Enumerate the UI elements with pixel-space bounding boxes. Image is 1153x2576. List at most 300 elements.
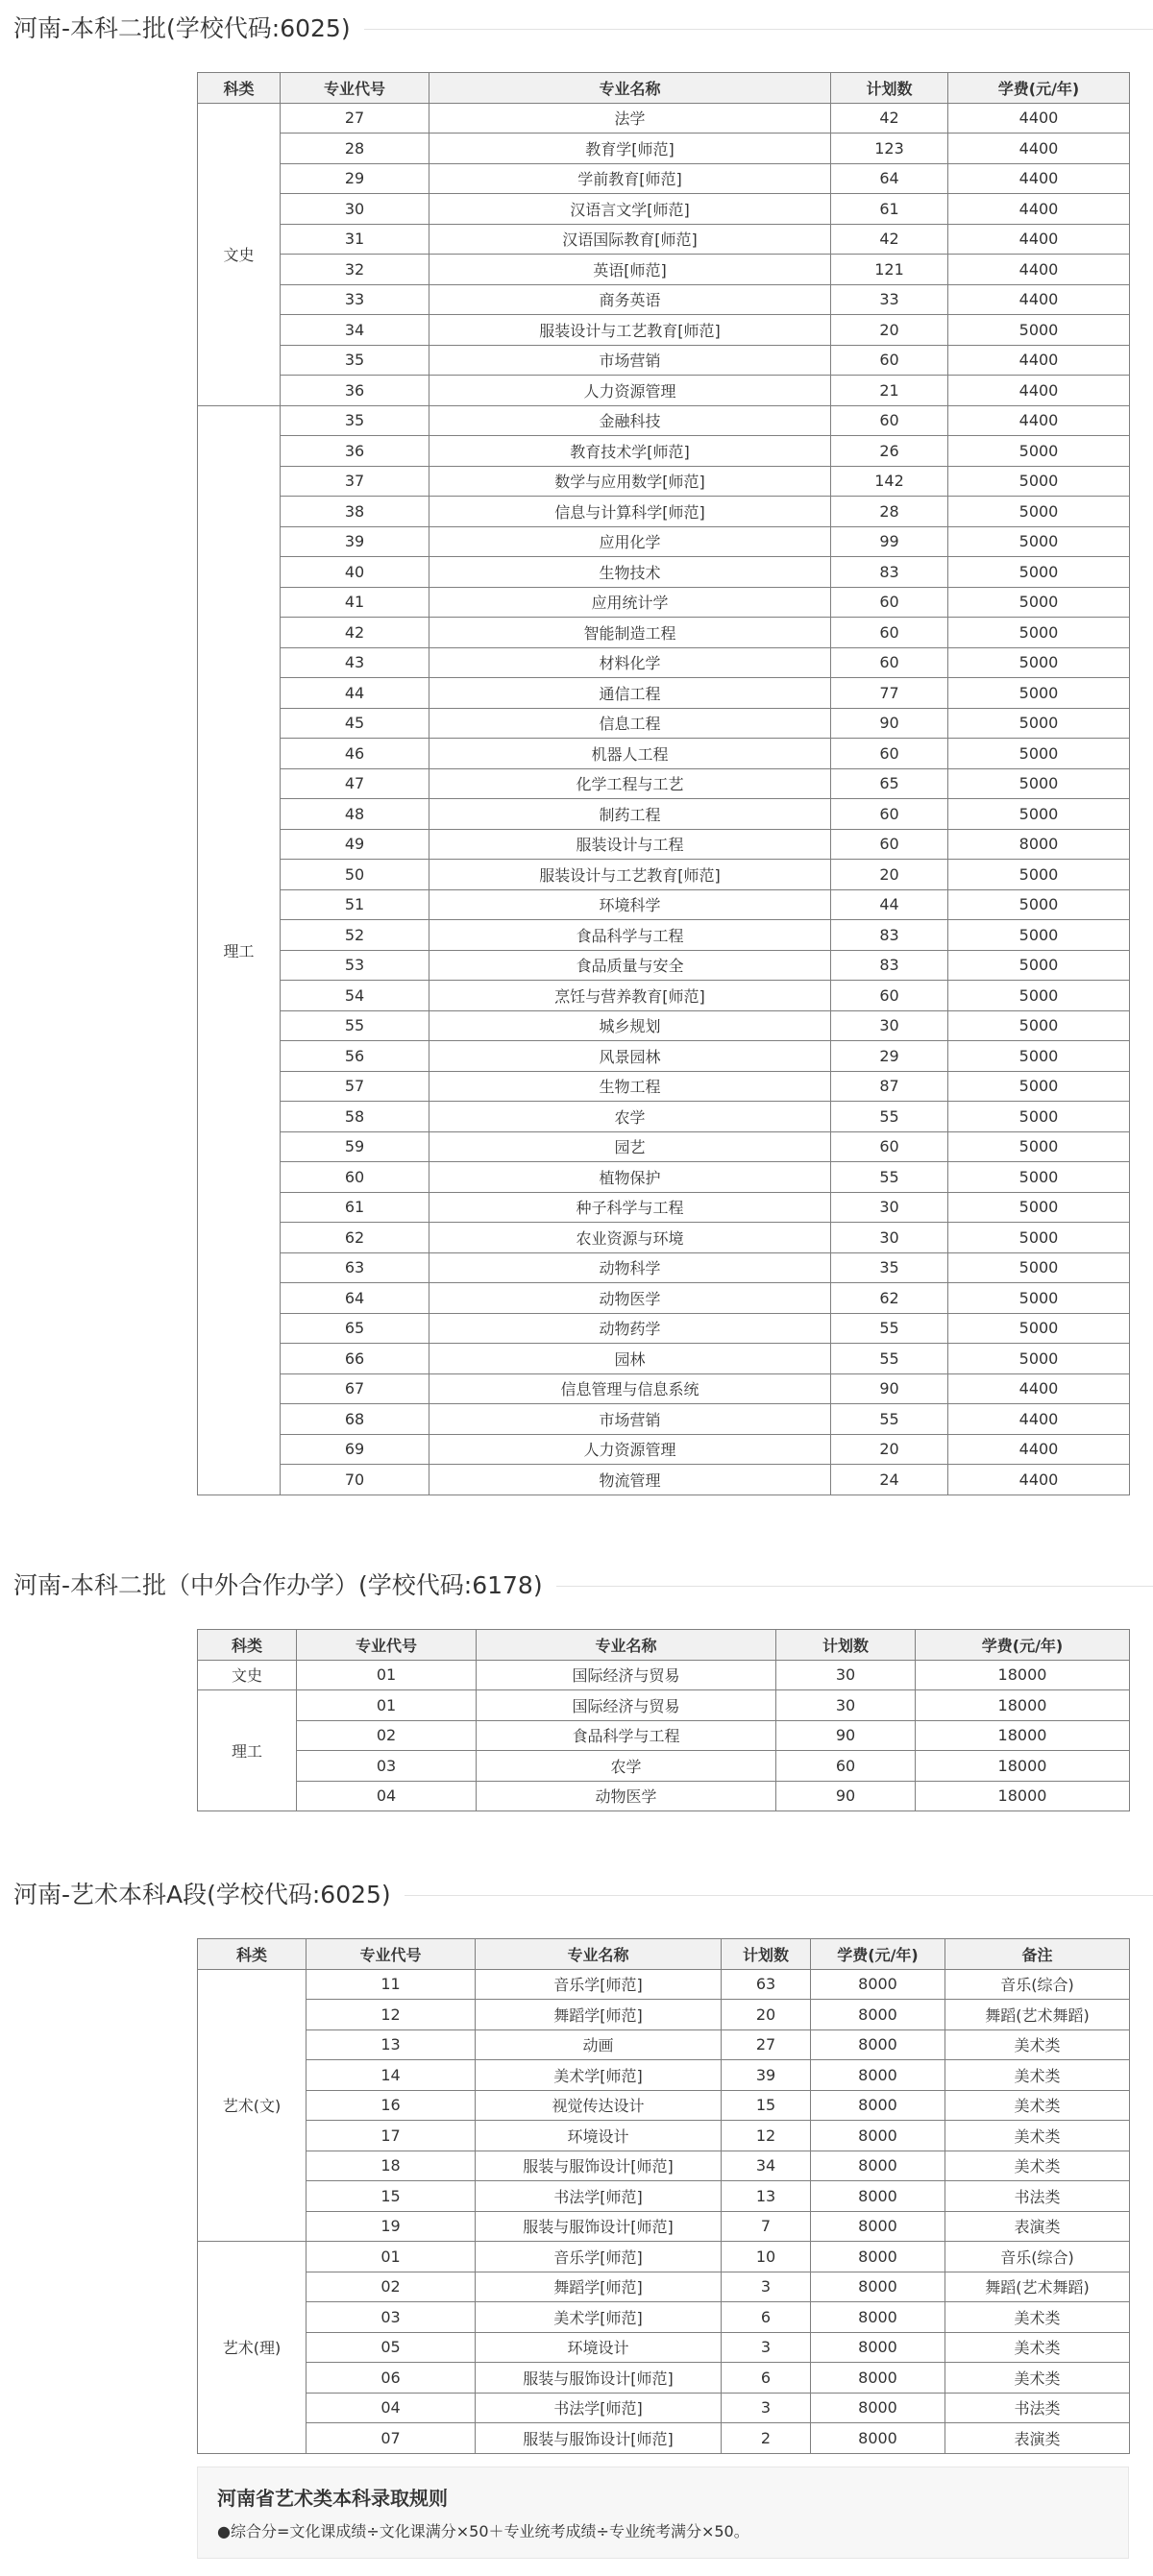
table-cell: 35 xyxy=(281,405,429,436)
table-row xyxy=(198,557,1130,588)
table-cell: 5000 xyxy=(948,557,1130,588)
table-cell: 44 xyxy=(831,889,948,920)
table-cell: 4400 xyxy=(948,345,1130,376)
plan-table xyxy=(197,72,1130,1495)
table-row xyxy=(198,2423,1130,2454)
table-cell: 30 xyxy=(831,1010,948,1041)
table-cell: 食品科学与工程 xyxy=(477,1720,776,1751)
table-cell: 36 xyxy=(281,436,429,467)
table-cell: 42 xyxy=(831,224,948,255)
table-cell: 55 xyxy=(831,1162,948,1193)
table-row xyxy=(198,1283,1130,1314)
table-cell: 音乐学[师范] xyxy=(476,1969,722,2000)
column-header: 专业代号 xyxy=(307,1939,476,1970)
table-cell: 13 xyxy=(307,2029,476,2060)
table-row xyxy=(198,194,1130,225)
table-cell: 美术类 xyxy=(945,2332,1130,2363)
table-cell: 03 xyxy=(307,2302,476,2333)
table-cell: 美术学[师范] xyxy=(476,2302,722,2333)
table-cell: 10 xyxy=(722,2242,811,2272)
table-row xyxy=(198,134,1130,164)
table-cell: 动物医学 xyxy=(477,1781,776,1811)
column-header: 专业代号 xyxy=(297,1630,477,1661)
table-cell: 55 xyxy=(831,1344,948,1374)
table-cell: 5000 xyxy=(948,1071,1130,1102)
table-row xyxy=(198,678,1130,709)
table-cell: 60 xyxy=(831,345,948,376)
table-cell: 美术学[师范] xyxy=(476,2060,722,2091)
section-title: 河南-本科二批（中外合作办学）(学校代码:6178) xyxy=(13,1571,556,1600)
table-cell: 83 xyxy=(831,920,948,951)
table-cell: 55 xyxy=(831,1313,948,1344)
table-cell: 8000 xyxy=(811,2363,945,2394)
table-row xyxy=(198,2363,1130,2394)
table-cell: 83 xyxy=(831,950,948,981)
table-row xyxy=(198,1404,1130,1435)
table-cell: 4400 xyxy=(948,405,1130,436)
table-cell: 55 xyxy=(281,1010,429,1041)
table-cell: 5000 xyxy=(948,618,1130,648)
table-cell: 02 xyxy=(307,2272,476,2302)
table-cell: 环境设计 xyxy=(476,2121,722,2151)
table-cell: 5000 xyxy=(948,1344,1130,1374)
table-cell: 70 xyxy=(281,1465,429,1495)
table-cell: 06 xyxy=(307,2363,476,2394)
table-cell: 国际经济与贸易 xyxy=(477,1690,776,1721)
table-row xyxy=(198,1720,1130,1751)
table-cell: 信息工程 xyxy=(429,708,831,739)
table-cell: 农学 xyxy=(429,1102,831,1132)
table-cell: 6 xyxy=(722,2302,811,2333)
table-cell: 43 xyxy=(281,647,429,678)
table-cell: 表演类 xyxy=(945,2423,1130,2454)
table-cell: 123 xyxy=(831,134,948,164)
table-cell: 服装与服饰设计[师范] xyxy=(476,2363,722,2394)
table-cell: 01 xyxy=(297,1690,477,1721)
table-cell: 57 xyxy=(281,1071,429,1102)
table-cell: 20 xyxy=(831,860,948,890)
table-cell: 学前教育[师范] xyxy=(429,163,831,194)
table-cell: 商务英语 xyxy=(429,284,831,315)
table-cell: 77 xyxy=(831,678,948,709)
table-cell: 142 xyxy=(831,466,948,497)
table-row xyxy=(198,1690,1130,1721)
table-cell: 4400 xyxy=(948,284,1130,315)
table-cell: 5000 xyxy=(948,981,1130,1011)
table-row xyxy=(198,981,1130,1011)
table-cell: 33 xyxy=(281,284,429,315)
table-row xyxy=(198,2181,1130,2212)
table-row xyxy=(198,2029,1130,2060)
table-cell: 47 xyxy=(281,768,429,799)
table-cell: 60 xyxy=(831,829,948,860)
table-cell: 60 xyxy=(831,739,948,769)
table-cell: 87 xyxy=(831,1071,948,1102)
table-cell: 书法类 xyxy=(945,2181,1130,2212)
table-row xyxy=(198,2272,1130,2302)
table-cell: 5000 xyxy=(948,1131,1130,1162)
table-row xyxy=(198,224,1130,255)
table-cell: 38 xyxy=(281,497,429,527)
table-cell: 机器人工程 xyxy=(429,739,831,769)
column-header: 学费(元/年) xyxy=(916,1630,1130,1661)
table-row xyxy=(198,376,1130,406)
table-row xyxy=(198,1344,1130,1374)
column-header: 计划数 xyxy=(776,1630,916,1661)
table-cell: 65 xyxy=(831,768,948,799)
table-cell: 13 xyxy=(722,2181,811,2212)
table-row xyxy=(198,405,1130,436)
table-cell: 书法学[师范] xyxy=(476,2181,722,2212)
table-cell: 5000 xyxy=(948,768,1130,799)
table-cell: 99 xyxy=(831,526,948,557)
table-cell: 53 xyxy=(281,950,429,981)
table-cell: 5000 xyxy=(948,1041,1130,1072)
table-cell: 5000 xyxy=(948,1313,1130,1344)
column-header: 专业代号 xyxy=(281,73,429,104)
table-cell: 通信工程 xyxy=(429,678,831,709)
table-row xyxy=(198,950,1130,981)
table-cell: 汉语国际教育[师范] xyxy=(429,224,831,255)
table-row xyxy=(198,860,1130,890)
table-row xyxy=(198,255,1130,285)
table-cell: 服装设计与工艺教育[师范] xyxy=(429,315,831,346)
table-cell: 18000 xyxy=(916,1660,1130,1690)
table-row xyxy=(198,799,1130,830)
table-cell: 03 xyxy=(297,1751,477,1782)
table-cell: 生物技术 xyxy=(429,557,831,588)
table-cell: 8000 xyxy=(811,2029,945,2060)
table-cell: 60 xyxy=(831,647,948,678)
table-cell: 18000 xyxy=(916,1720,1130,1751)
table-cell: 动物药学 xyxy=(429,1313,831,1344)
table-cell: 40 xyxy=(281,557,429,588)
table-cell: 8000 xyxy=(811,2302,945,2333)
table-cell: 服装设计与工艺教育[师范] xyxy=(429,860,831,890)
table-cell: 动画 xyxy=(476,2029,722,2060)
table-cell: 5000 xyxy=(948,647,1130,678)
table-cell: 121 xyxy=(831,255,948,285)
table-cell: 烹饪与营养教育[师范] xyxy=(429,981,831,1011)
column-header: 科类 xyxy=(198,1630,297,1661)
table-cell: 美术类 xyxy=(945,2029,1130,2060)
table-cell: 60 xyxy=(831,618,948,648)
table-cell: 60 xyxy=(831,405,948,436)
table-cell: 汉语言文学[师范] xyxy=(429,194,831,225)
table-cell: 美术类 xyxy=(945,2090,1130,2121)
table-cell: 20 xyxy=(722,2000,811,2030)
table-cell: 56 xyxy=(281,1041,429,1072)
table-cell: 12 xyxy=(722,2121,811,2151)
table-cell: 69 xyxy=(281,1434,429,1465)
table-cell: 舞蹈(艺术舞蹈) xyxy=(945,2272,1130,2302)
table-cell: 5000 xyxy=(948,799,1130,830)
table-cell: 4400 xyxy=(948,1404,1130,1435)
table-row xyxy=(198,436,1130,467)
table-cell: 动物医学 xyxy=(429,1283,831,1314)
table-row xyxy=(198,1313,1130,1344)
table-cell: 90 xyxy=(831,708,948,739)
table-cell: 15 xyxy=(307,2181,476,2212)
table-cell: 制药工程 xyxy=(429,799,831,830)
table-cell: 90 xyxy=(831,1373,948,1404)
table-cell: 07 xyxy=(307,2423,476,2454)
table-row xyxy=(198,829,1130,860)
table-cell: 数学与应用数学[师范] xyxy=(429,466,831,497)
table-cell: 46 xyxy=(281,739,429,769)
table-cell: 4400 xyxy=(948,134,1130,164)
table-cell: 食品科学与工程 xyxy=(429,920,831,951)
table-cell: 音乐(综合) xyxy=(945,1969,1130,2000)
table-row xyxy=(198,315,1130,346)
column-header: 科类 xyxy=(198,1939,307,1970)
table-header-row xyxy=(198,73,1130,104)
table-cell: 4400 xyxy=(948,224,1130,255)
table-cell: 8000 xyxy=(811,2211,945,2242)
table-cell: 8000 xyxy=(811,2000,945,2030)
table-row xyxy=(198,920,1130,951)
table-cell: 27 xyxy=(281,103,429,134)
table-cell: 44 xyxy=(281,678,429,709)
table-cell: 61 xyxy=(281,1192,429,1223)
table-cell: 42 xyxy=(281,618,429,648)
table-cell: 8000 xyxy=(811,2181,945,2212)
table-cell: 园艺 xyxy=(429,1131,831,1162)
column-header: 备注 xyxy=(945,1939,1130,1970)
table-cell: 化学工程与工艺 xyxy=(429,768,831,799)
table-row xyxy=(198,2121,1130,2151)
section-title: 河南-本科二批(学校代码:6025) xyxy=(13,14,364,43)
table-row xyxy=(198,345,1130,376)
table-cell: 20 xyxy=(831,315,948,346)
table-cell: 视觉传达设计 xyxy=(476,2090,722,2121)
table-cell: 4400 xyxy=(948,163,1130,194)
table-row xyxy=(198,1373,1130,1404)
table-row xyxy=(198,1969,1130,2000)
table-cell: 8000 xyxy=(811,2090,945,2121)
table-cell: 8000 xyxy=(811,2423,945,2454)
table-row xyxy=(198,2332,1130,2363)
table-row xyxy=(198,1071,1130,1102)
table-cell: 舞蹈学[师范] xyxy=(476,2272,722,2302)
table-cell: 3 xyxy=(722,2393,811,2423)
table-cell: 4400 xyxy=(948,1434,1130,1465)
table-cell: 28 xyxy=(281,134,429,164)
table-cell: 52 xyxy=(281,920,429,951)
column-header: 专业名称 xyxy=(477,1630,776,1661)
table-cell: 音乐(综合) xyxy=(945,2242,1130,2272)
table-header-row xyxy=(198,1630,1130,1661)
table-cell: 2 xyxy=(722,2423,811,2454)
table-cell: 书法类 xyxy=(945,2393,1130,2423)
category-cell: 艺术(理) xyxy=(198,2242,307,2454)
table-cell: 5000 xyxy=(948,1252,1130,1283)
table-cell: 5000 xyxy=(948,1192,1130,1223)
table-row xyxy=(198,1223,1130,1253)
table-cell: 英语[师范] xyxy=(429,255,831,285)
table-cell: 人力资源管理 xyxy=(429,376,831,406)
table-row xyxy=(198,284,1130,315)
table-cell: 60 xyxy=(831,981,948,1011)
table-cell: 39 xyxy=(281,526,429,557)
table-cell: 7 xyxy=(722,2211,811,2242)
table-cell: 24 xyxy=(831,1465,948,1495)
table-cell: 美术类 xyxy=(945,2121,1130,2151)
table-cell: 30 xyxy=(776,1690,916,1721)
table-row xyxy=(198,618,1130,648)
category-cell: 理工 xyxy=(198,405,281,1495)
table-cell: 8000 xyxy=(811,2242,945,2272)
table-cell: 8000 xyxy=(948,829,1130,860)
table-row xyxy=(198,466,1130,497)
table-cell: 36 xyxy=(281,376,429,406)
table-cell: 35 xyxy=(831,1252,948,1283)
rules-text: ●综合分=文化课成绩÷文化课满分×50＋专业统考成绩÷专业统考满分×50。 xyxy=(217,2522,749,2540)
table-row xyxy=(198,1252,1130,1283)
table-cell: 智能制造工程 xyxy=(429,618,831,648)
table-cell: 20 xyxy=(831,1434,948,1465)
table-cell: 教育技术学[师范] xyxy=(429,436,831,467)
category-cell: 艺术(文) xyxy=(198,1969,307,2242)
table-row xyxy=(198,889,1130,920)
table-cell: 服装与服饰设计[师范] xyxy=(476,2211,722,2242)
column-header: 专业名称 xyxy=(476,1939,722,1970)
table-cell: 83 xyxy=(831,557,948,588)
table-row xyxy=(198,1131,1130,1162)
table-row xyxy=(198,1660,1130,1690)
table-cell: 8000 xyxy=(811,1969,945,2000)
table-cell: 30 xyxy=(831,1223,948,1253)
table-cell: 5000 xyxy=(948,497,1130,527)
table-cell: 17 xyxy=(307,2121,476,2151)
table-cell: 50 xyxy=(281,860,429,890)
table-cell: 美术类 xyxy=(945,2151,1130,2181)
table-cell: 34 xyxy=(281,315,429,346)
table-row xyxy=(198,1434,1130,1465)
table-cell: 64 xyxy=(281,1283,429,1314)
table-cell: 环境设计 xyxy=(476,2332,722,2363)
table-cell: 农业资源与环境 xyxy=(429,1223,831,1253)
table-cell: 5000 xyxy=(948,466,1130,497)
table-cell: 美术类 xyxy=(945,2302,1130,2333)
table-cell: 65 xyxy=(281,1313,429,1344)
table-cell: 90 xyxy=(776,1720,916,1751)
table-cell: 法学 xyxy=(429,103,831,134)
table-row xyxy=(198,1162,1130,1193)
table-cell: 21 xyxy=(831,376,948,406)
table-cell: 64 xyxy=(831,163,948,194)
table-cell: 54 xyxy=(281,981,429,1011)
table-cell: 60 xyxy=(776,1751,916,1782)
table-cell: 3 xyxy=(722,2332,811,2363)
table-cell: 19 xyxy=(307,2211,476,2242)
table-cell: 5000 xyxy=(948,1162,1130,1193)
table-cell: 国际经济与贸易 xyxy=(477,1660,776,1690)
table-cell: 14 xyxy=(307,2060,476,2091)
table-cell: 服装设计与工程 xyxy=(429,829,831,860)
table-cell: 90 xyxy=(776,1781,916,1811)
table-cell: 12 xyxy=(307,2000,476,2030)
admission-rules-box xyxy=(197,2467,1129,2559)
table-cell: 舞蹈(艺术舞蹈) xyxy=(945,2000,1130,2030)
table-cell: 5000 xyxy=(948,436,1130,467)
table-row xyxy=(198,2060,1130,2091)
table-cell: 39 xyxy=(722,2060,811,2091)
table-cell: 8000 xyxy=(811,2272,945,2302)
table-cell: 15 xyxy=(722,2090,811,2121)
table-cell: 49 xyxy=(281,829,429,860)
table-cell: 18000 xyxy=(916,1781,1130,1811)
table-cell: 8000 xyxy=(811,2332,945,2363)
table-cell: 30 xyxy=(281,194,429,225)
table-cell: 8000 xyxy=(811,2121,945,2151)
table-row xyxy=(198,768,1130,799)
category-cell: 文史 xyxy=(198,1660,297,1690)
table-cell: 58 xyxy=(281,1102,429,1132)
table-row xyxy=(198,1192,1130,1223)
table-cell: 材料化学 xyxy=(429,647,831,678)
table-cell: 61 xyxy=(831,194,948,225)
table-cell: 4400 xyxy=(948,255,1130,285)
table-cell: 29 xyxy=(281,163,429,194)
table-cell: 5000 xyxy=(948,315,1130,346)
table-cell: 30 xyxy=(831,1192,948,1223)
table-cell: 4400 xyxy=(948,1373,1130,1404)
table-cell: 5000 xyxy=(948,1102,1130,1132)
table-cell: 音乐学[师范] xyxy=(476,2242,722,2272)
table-row xyxy=(198,2151,1130,2181)
table-cell: 01 xyxy=(297,1660,477,1690)
table-row xyxy=(198,1010,1130,1041)
plan-table xyxy=(197,1629,1130,1811)
table-cell: 园林 xyxy=(429,1344,831,1374)
table-cell: 5000 xyxy=(948,1283,1130,1314)
plan-table xyxy=(197,1938,1130,2454)
table-cell: 34 xyxy=(722,2151,811,2181)
table-cell: 55 xyxy=(831,1102,948,1132)
table-cell: 表演类 xyxy=(945,2211,1130,2242)
table-cell: 动物科学 xyxy=(429,1252,831,1283)
table-cell: 信息与计算科学[师范] xyxy=(429,497,831,527)
table-cell: 35 xyxy=(281,345,429,376)
table-row xyxy=(198,1465,1130,1495)
table-cell: 4400 xyxy=(948,1465,1130,1495)
table-cell: 62 xyxy=(831,1283,948,1314)
table-cell: 3 xyxy=(722,2272,811,2302)
table-row xyxy=(198,2302,1130,2333)
table-cell: 28 xyxy=(831,497,948,527)
table-cell: 45 xyxy=(281,708,429,739)
column-header: 学费(元/年) xyxy=(811,1939,945,1970)
column-header: 学费(元/年) xyxy=(948,73,1130,104)
table-row xyxy=(198,2393,1130,2423)
table-cell: 29 xyxy=(831,1041,948,1072)
column-header: 计划数 xyxy=(831,73,948,104)
column-header: 专业名称 xyxy=(429,73,831,104)
table-cell: 美术类 xyxy=(945,2363,1130,2394)
table-cell: 67 xyxy=(281,1373,429,1404)
table-cell: 农学 xyxy=(477,1751,776,1782)
table-row xyxy=(198,526,1130,557)
table-cell: 5000 xyxy=(948,920,1130,951)
table-cell: 城乡规划 xyxy=(429,1010,831,1041)
table-cell: 生物工程 xyxy=(429,1071,831,1102)
table-cell: 63 xyxy=(722,1969,811,2000)
table-cell: 5000 xyxy=(948,860,1130,890)
table-cell: 应用统计学 xyxy=(429,587,831,618)
table-row xyxy=(198,2242,1130,2272)
table-cell: 62 xyxy=(281,1223,429,1253)
